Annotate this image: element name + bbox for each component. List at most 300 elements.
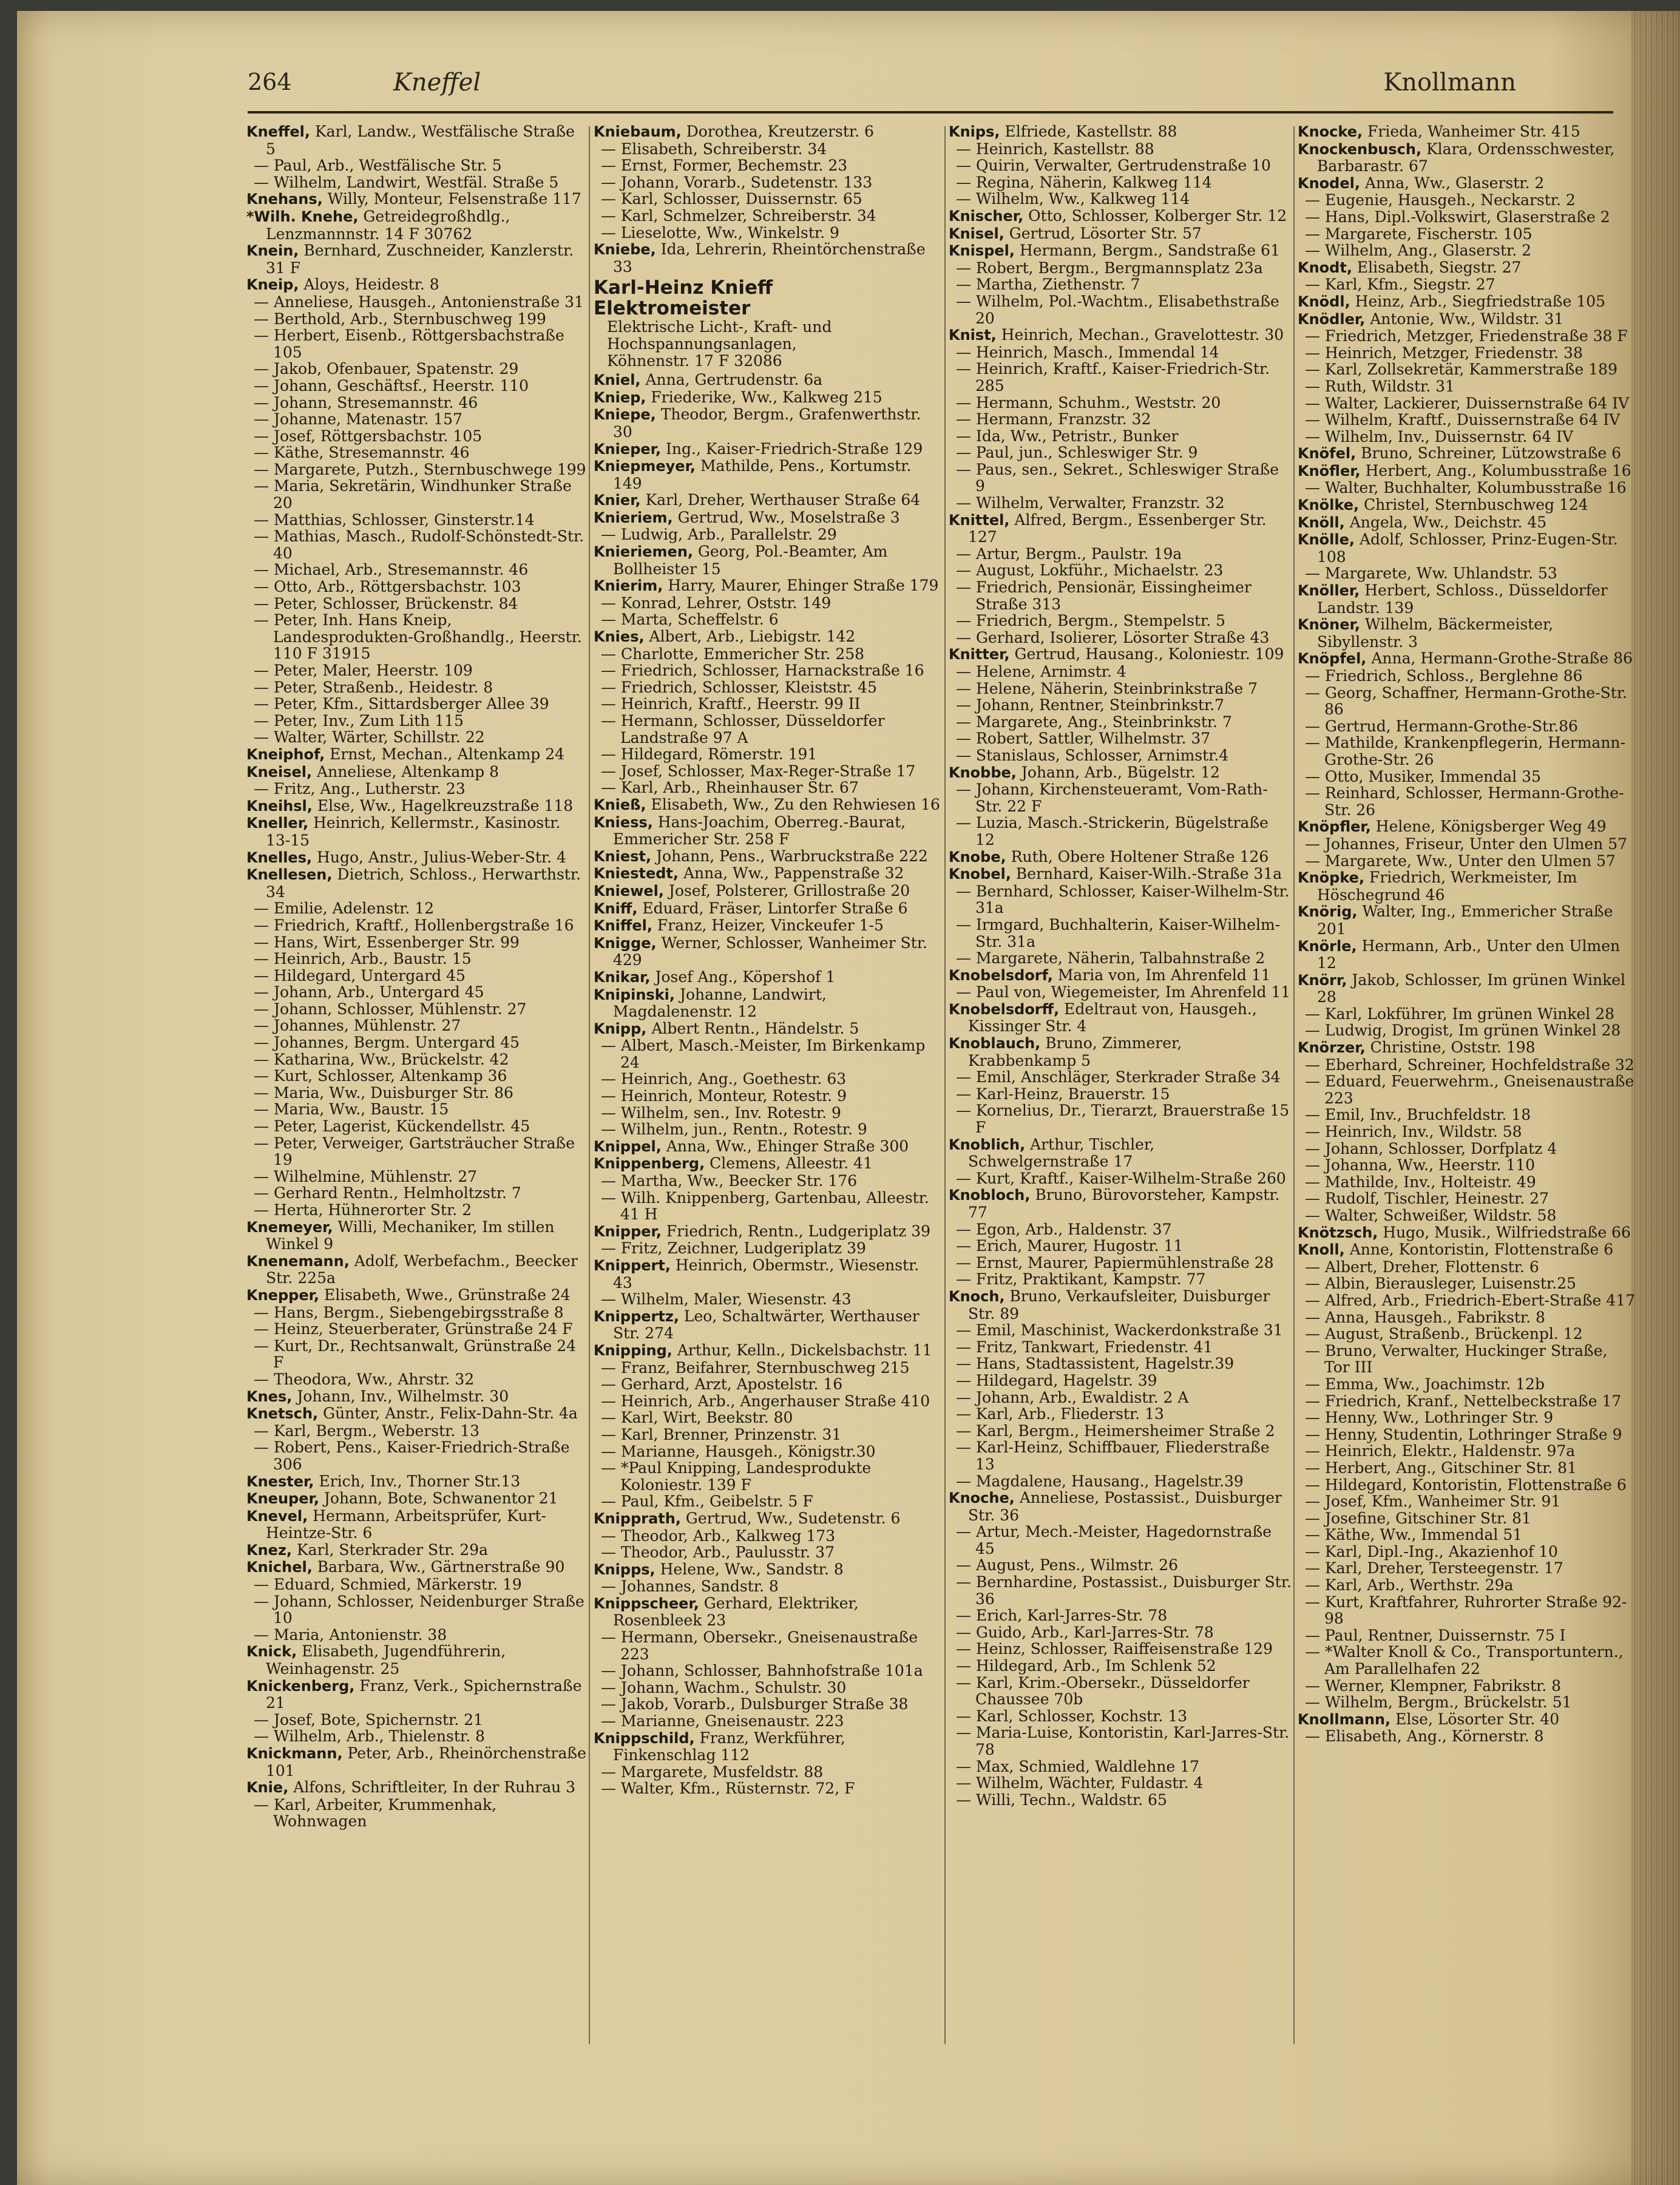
directory-entry	[246, 174, 586, 191]
directory-entry	[1298, 226, 1638, 243]
entry-details: Hermann, Arbeitsprüfer, Kurt-Heintze-Str. 6	[266, 1506, 546, 1542]
entry-details: — Hermann, Franzstr. 32	[956, 410, 1151, 429]
directory-entry	[1298, 1241, 1638, 1259]
directory-entry	[246, 1712, 586, 1729]
directory-entry	[949, 411, 1292, 428]
entry-details: Dietrich, Schloss., Herwarthstr. 34	[266, 866, 581, 901]
entry-surname: Knörr,	[1298, 971, 1347, 989]
directory-entry	[246, 849, 586, 867]
page-header	[242, 69, 1528, 105]
entry-surname: Kniest,	[594, 847, 652, 865]
entry-details: — Jakob, Vorarb., Dulsburger Straße 38	[601, 1695, 909, 1713]
entry-details: — Ludwig, Drogist, Im grünen Winkel 28	[1305, 1021, 1621, 1040]
directory-entry	[949, 1574, 1292, 1607]
entry-details: — Johannes, Mühlenstr. 27	[254, 1017, 461, 1035]
directory-entry	[949, 1775, 1292, 1792]
directory-entry	[594, 1376, 943, 1393]
entry-details: Getreidegroßhdlg., Lenzmannnstr. 14 F 30762	[266, 207, 510, 243]
directory-entry	[246, 512, 586, 529]
entry-details: Werner, Schlosser, Wanheimer Str. 429	[613, 933, 927, 969]
directory-entry	[246, 746, 586, 764]
directory-entry	[594, 441, 943, 458]
directory-entry	[949, 123, 1292, 141]
entry-details: Leo, Schaltwärter, Werthauser Str. 274	[613, 1307, 920, 1343]
directory-entry	[949, 629, 1292, 646]
directory-entry	[949, 1035, 1292, 1069]
entry-surname: Knenemann,	[246, 1252, 350, 1270]
directory-entry	[594, 1561, 943, 1579]
directory-entry	[1298, 1190, 1638, 1207]
directory-entry	[1298, 192, 1638, 209]
entry-details: — Ruth, Wildstr. 31	[1305, 377, 1455, 395]
entry-surname: Knödler,	[1298, 310, 1366, 328]
directory-entry	[246, 1219, 586, 1253]
entry-details: — Martha, Ww., Beecker Str. 176	[601, 1172, 858, 1190]
directory-entry	[246, 1423, 586, 1440]
entry-details: Helene, Ww., Sandstr. 8	[655, 1560, 844, 1578]
directory-entry	[1298, 1343, 1638, 1376]
directory-entry	[594, 628, 943, 646]
entry-details: — Henny, Studentin, Lothringer Straße 9	[1305, 1425, 1622, 1443]
entry-details: — Karl, Krim.-Obersekr., Düsseldorfer Chaussee 70b	[956, 1673, 1250, 1709]
directory-entry	[246, 1304, 586, 1321]
entry-surname: Knevel,	[246, 1507, 308, 1525]
column-divider	[944, 126, 946, 2044]
entry-details: — Peter, Kfm., Sittardsberger Allee 39	[254, 695, 549, 713]
entry-details: — August, Straßenb., Brückenpl. 12	[1305, 1325, 1583, 1343]
directory-entry	[1298, 276, 1638, 293]
directory-entry	[594, 662, 943, 679]
directory-entry	[246, 764, 586, 781]
entry-details: — August, Pens., Wilmstr. 26	[956, 1556, 1178, 1574]
entry-details: Johanne, Landwirt, Magdalenenstr. 12	[613, 985, 827, 1021]
entry-details: — Fritz, Zeichner, Ludgeriplatz 39	[601, 1239, 866, 1258]
directory-entry	[594, 492, 943, 509]
entry-details: Franz, Heizer, Vinckeufer 1-5	[652, 916, 884, 935]
entry-details: Adolf, Schlosser, Prinz-Eugen-Str. 108	[1317, 530, 1618, 566]
entry-surname: Kneip,	[246, 276, 299, 294]
entry-details: — Margarete, Putzh., Sternbuschwege 199	[254, 460, 586, 478]
directory-entry	[594, 406, 943, 440]
entry-details: Christine, Oststr. 198	[1365, 1038, 1536, 1057]
entry-details: — Marianne, Hausgeh., Königstr.30	[601, 1442, 876, 1460]
entry-details: Hermann, Arb., Unter den Ulmen 12	[1317, 937, 1621, 972]
directory-entry	[949, 1624, 1292, 1641]
directory-entry	[1298, 1543, 1638, 1560]
entry-details: — Josef, Bote, Spichernstr. 21	[254, 1710, 483, 1729]
entry-surname: Knes,	[246, 1387, 293, 1405]
entry-details: — Hermann, Schlosser, Düsseldorfer Landstraße 97 A	[601, 712, 885, 747]
entry-details: — Herta, Hühnerorter Str. 2	[254, 1201, 472, 1219]
entry-details: Josef Ang., Köpershof 1	[650, 967, 836, 986]
directory-entry	[949, 428, 1292, 445]
directory-entry	[594, 848, 943, 866]
entry-surname: Knieriemen,	[594, 543, 694, 561]
entry-details: — Paul, Rentner, Duissernstr. 75 I	[1305, 1626, 1566, 1644]
directory-entry	[594, 986, 943, 1020]
directory-entry	[1298, 718, 1638, 735]
entry-surname: Kneffel,	[246, 123, 311, 140]
directory-entry	[246, 1439, 586, 1472]
entry-details: — Walter, Kfm., Rüsternstr. 72, F	[601, 1780, 855, 1798]
entry-surname: Kniepe,	[594, 406, 656, 424]
directory-entry	[949, 1792, 1292, 1809]
entry-details: Anneliese, Altenkamp 8	[312, 762, 500, 781]
entry-details: — Wilhelm, Verwalter, Franzstr. 32	[956, 494, 1225, 512]
directory-entry	[246, 967, 586, 984]
entry-details: — Stanislaus, Schlosser, Arnimstr.4	[956, 746, 1229, 764]
entry-surname: Knigge,	[594, 934, 657, 952]
entry-details: — Theodor, Arb., Kalkweg 173	[601, 1526, 836, 1545]
entry-details: — Max, Schmied, Waldlehne 17	[956, 1757, 1200, 1775]
entry-details: — Peter, Straßenb., Heidestr. 8	[254, 678, 493, 696]
column-4	[1298, 123, 1638, 2053]
entry-details: — Karl, Arb., Rheinhauser Str. 67	[601, 779, 859, 797]
entry-details: Georg, Pol.-Beamter, Am Bollheister 15	[613, 543, 888, 578]
entry-details: — Johannes, Bergm. Untergard 45	[254, 1034, 520, 1052]
entry-details: — Helene, Arnimstr. 4	[956, 663, 1126, 680]
entry-details: — Theodora, Ww., Ahrstr. 32	[254, 1370, 475, 1388]
directory-entry	[594, 1088, 943, 1105]
directory-entry	[949, 260, 1292, 277]
entry-details: — Charlotte, Emmericher Str. 258	[601, 645, 865, 663]
entry-details: Heinz, Arb., Siegfriedstraße 105	[1350, 292, 1606, 310]
directory-entry	[594, 1460, 943, 1493]
directory-entry	[949, 361, 1292, 394]
directory-entry	[1298, 141, 1638, 175]
directory-entry	[949, 764, 1292, 782]
entry-details: — Hildegard, Arb., Im Schlenk 52	[956, 1657, 1216, 1675]
entry-details: Ernst, Mechan., Altenkamp 24	[325, 745, 565, 763]
entry-details: — Walter, Buchhalter, Kolumbusstraße 16	[1305, 479, 1627, 497]
directory-entry	[594, 1105, 943, 1122]
directory-entry	[594, 1662, 943, 1679]
entry-surname: Knisel,	[949, 225, 1004, 242]
directory-entry	[594, 371, 943, 389]
directory-entry	[949, 1221, 1292, 1238]
entry-details: — Friedrich, Schlosser, Harnackstraße 16	[601, 662, 924, 680]
directory-entry	[246, 1017, 586, 1034]
directory-entry	[949, 1389, 1292, 1406]
directory-entry	[594, 174, 943, 191]
directory-entry	[949, 1758, 1292, 1775]
entry-details: — Helene, Näherin, Steinbrinkstraße 7	[956, 679, 1258, 697]
entry-details: — Emilie, Adelenstr. 12	[254, 899, 435, 918]
directory-entry	[246, 1627, 586, 1644]
directory-entry	[594, 191, 943, 208]
entry-surname: Kneihsl,	[246, 797, 313, 815]
entry-details: — Erich, Karl-Jarres-Str. 78	[956, 1607, 1168, 1625]
entry-details: — Robert, Bergm., Bergmannsplatz 23a	[956, 259, 1263, 277]
entry-details: Gertrud, Ww., Moselstraße 3	[672, 508, 900, 526]
entry-details: Josef, Polsterer, Grillostraße 20	[663, 881, 910, 899]
entry-details: — Karl, Arb., Werthstr. 29a	[1305, 1576, 1514, 1594]
directory-entry	[594, 577, 943, 595]
directory-entry	[949, 242, 1292, 260]
directory-entry	[594, 241, 943, 275]
entry-surname: Knockenbusch,	[1298, 140, 1422, 158]
directory-entry	[1298, 259, 1638, 277]
directory-entry	[1298, 378, 1638, 395]
directory-entry	[594, 1780, 943, 1797]
entry-details: — Anneliese, Hausgeh., Antonienstraße 31	[254, 293, 584, 311]
entry-surname: Knick,	[246, 1643, 297, 1661]
directory-entry	[246, 1576, 586, 1593]
directory-entry	[246, 798, 586, 815]
entry-details: — Wilhelm, Inv., Duissernstr. 64 IV	[1305, 427, 1573, 445]
entry-details: — Elisabeth, Ang., Körnerstr. 8	[1305, 1727, 1544, 1746]
entry-surname: Knoch,	[949, 1287, 1005, 1305]
entry-surname: Knester,	[246, 1472, 314, 1490]
directory-entry	[949, 344, 1292, 361]
entry-details: — Albert, Masch.-Meister, Im Birkenkamp 24	[601, 1037, 926, 1071]
directory-entry	[949, 191, 1292, 208]
entry-details: — Peter, Inh. Hans Kneip, Landesprodukten-Großhandlg., Heerstr. 110 F 31915	[254, 611, 582, 663]
entry-surname: Knieß,	[594, 796, 646, 813]
entry-details: — Karl, Schmelzer, Schreiberstr. 34	[601, 206, 876, 225]
directory-entry	[594, 1308, 943, 1342]
directory-entry	[246, 1101, 586, 1118]
entry-details: — Johann, Wachm., Schulstr. 30	[601, 1678, 847, 1696]
entry-details: Anna, Hermann-Grothe-Straße 86	[1366, 649, 1633, 668]
entry-surname: *Wilh. Knehe,	[246, 208, 359, 225]
entry-details: — Hermann, Schuhm., Weststr. 20	[956, 393, 1221, 412]
entry-details: Antonie, Ww., Wildstr. 31	[1365, 310, 1564, 328]
directory-entry	[246, 1593, 586, 1627]
entry-details: — Heinrich, Masch., Immendal 14	[956, 343, 1219, 361]
entry-details: Johann, Bote, Schwanentor 21	[319, 1489, 558, 1508]
directory-entry	[594, 1510, 943, 1528]
entry-details: — Robert, Sattler, Wilhelmstr. 37	[956, 730, 1211, 748]
entry-details: — Heinrich, Arb., Angerhauser Straße 410	[601, 1392, 930, 1410]
entry-details: — Johann, Schlosser, Dorfplatz 4	[1305, 1139, 1557, 1157]
directory-entry	[949, 174, 1292, 191]
entry-details: Alfons, Schriftleiter, In der Ruhrau 3	[288, 1778, 576, 1797]
entry-surname: Knöll,	[1298, 513, 1345, 531]
entry-details: — Wilhelm, Ang., Glaserstr. 2	[1305, 242, 1532, 260]
directory-entry	[246, 1371, 586, 1388]
directory-entry	[949, 730, 1292, 747]
directory-entry	[594, 526, 943, 543]
entry-details: — Heinrich, Kraftf., Kaiser-Friedrich-Str. 285	[956, 360, 1270, 395]
entry-details: — Emma, Ww., Joachimstr. 12b	[1305, 1375, 1545, 1393]
entry-surname: Knemeyer,	[246, 1218, 333, 1236]
directory-entry	[246, 395, 586, 412]
directory-entry	[594, 1713, 943, 1730]
directory-entry	[594, 1393, 943, 1410]
directory-entry	[1298, 938, 1638, 972]
directory-entry	[1298, 616, 1638, 650]
entry-surname: Knocke,	[1298, 123, 1363, 140]
directory-entry	[949, 663, 1292, 680]
left-running-head: Kneffel	[393, 69, 481, 97]
entry-details: Ida, Lehrerin, Rheintörchenstraße 33	[613, 240, 926, 276]
entry-details: Willi, Mechaniker, Im stillen Winkel 9	[266, 1218, 555, 1253]
entry-surname: Knobelsdorf,	[949, 966, 1053, 984]
directory-entry	[594, 1426, 943, 1443]
entry-surname: Knierim,	[594, 577, 663, 595]
entry-details: — Eugenie, Hausgeh., Neckarstr. 2	[1305, 191, 1576, 209]
entry-details: Herbert, Ang., Kolumbusstraße 16	[1360, 461, 1631, 479]
entry-details: — Wilh. Knippenberg, Gartenbau, Alleestr. 41 H	[601, 1188, 929, 1224]
entry-surname: Kniffel,	[594, 917, 652, 935]
directory-entry	[246, 411, 586, 428]
entry-details: — Gerhard Rentn., Helmholtzstr. 7	[254, 1184, 521, 1202]
directory-entry	[246, 327, 586, 361]
entry-details: Friederike, Ww., Kalkweg 215	[646, 388, 882, 406]
entry-details: — Wilhelm, Wächter, Fuldastr. 4	[956, 1774, 1204, 1792]
entry-surname: Kneller,	[246, 815, 309, 832]
entry-details: Christel, Sternbuschweg 124	[1359, 496, 1588, 514]
entry-details: — Friedrich, Schlosser, Kleiststr. 45	[601, 678, 877, 696]
entry-details: — Fritz, Praktikant, Kampstr. 77	[956, 1270, 1206, 1289]
directory-entry	[949, 1489, 1292, 1523]
entry-details: Peter, Arb., Rheinörchenstraße 101	[266, 1744, 586, 1780]
directory-entry	[1298, 1644, 1638, 1677]
entry-details: — Anna, Hausgeh., Fabrikstr. 8	[1305, 1308, 1545, 1326]
entry-details: Arthur, Kelln., Dickelsbachstr. 11	[672, 1341, 932, 1359]
entry-details: — Friedrich, Pensionär, Eissingheimer Straße 313	[956, 578, 1252, 613]
entry-details: — Käthe, Ww., Immendal 51	[1305, 1526, 1523, 1544]
entry-details: — Erich, Maurer, Hugostr. 11	[956, 1237, 1184, 1255]
directory-entry	[1298, 1140, 1638, 1157]
directory-entry	[1298, 1678, 1638, 1695]
directory-entry	[949, 1288, 1292, 1322]
directory-entry	[246, 1001, 586, 1018]
directory-entry	[246, 1085, 586, 1102]
directory-entry	[246, 984, 586, 1001]
directory-entry	[246, 815, 586, 849]
entry-surname: Knobloch,	[949, 1187, 1031, 1204]
directory-entry	[246, 1135, 586, 1168]
directory-entry	[1298, 903, 1638, 937]
entry-surname: Kniff,	[594, 899, 638, 917]
entry-details: Otto, Schlosser, Kolberger Str. 12	[1023, 206, 1287, 225]
entry-details: — Johann, Schlosser, Bahnhofstraße 101a	[601, 1662, 923, 1680]
entry-details: — Robert, Pens., Kaiser-Friedrich-Straße 306	[254, 1438, 570, 1473]
directory-entry	[949, 1136, 1292, 1170]
entry-details: — Karl, Dipl.-Ing., Akazienhof 10	[1305, 1542, 1558, 1560]
entry-details: Adolf, Werbefachm., Beecker Str. 225a	[266, 1252, 578, 1287]
entry-details: Anna, Ww., Ehinger Straße 300	[661, 1137, 909, 1155]
directory-entry	[949, 1355, 1292, 1372]
entry-details: — Margarete, Näherin, Talbahnstraße 2	[956, 949, 1265, 967]
entry-details: — Lieselotte, Ww., Winkelstr. 9	[601, 223, 839, 242]
entry-details: Arthur, Tischler, Schwelgernstraße 17	[968, 1135, 1155, 1171]
directory-entry	[1298, 1409, 1638, 1426]
entry-details: — Peter, Maler, Heerstr. 109	[254, 662, 473, 679]
directory-entry	[246, 276, 586, 294]
entry-details: Elisabeth, Jugendführerin, Weinhagenstr. 25	[266, 1642, 506, 1678]
column-divider	[1293, 126, 1295, 2044]
entry-details: — Karl, Arbeiter, Krummenhak, Wohnwagen	[254, 1795, 497, 1831]
directory-entry	[594, 1544, 943, 1561]
entry-surname: Knippscheer,	[594, 1594, 699, 1612]
directory-entry	[246, 1643, 586, 1677]
entry-surname: Knie,	[246, 1779, 289, 1797]
directory-entry	[594, 1595, 943, 1629]
directory-entry	[949, 646, 1292, 663]
directory-entry	[1298, 361, 1638, 378]
entry-surname: Knippenberg,	[594, 1155, 705, 1173]
column-2	[594, 123, 943, 2053]
directory-entry	[594, 1240, 943, 1257]
right-running-head: Knollmann	[1383, 69, 1516, 97]
entry-details: — Heinrich, Arb., Baustr. 15	[254, 950, 472, 968]
directory-entry	[246, 934, 586, 951]
entry-details: — Johann, Schlosser, Mühlenstr. 27	[254, 1000, 527, 1018]
directory-entry	[1298, 818, 1638, 836]
entry-details: Bruno, Verkaufsleiter, Duisburger Str. 89	[968, 1287, 1270, 1323]
directory-entry	[949, 916, 1292, 950]
entry-details: Heinrich, Mechan., Gravelottestr. 30	[996, 326, 1284, 344]
entry-details: Wilhelm, Bäckermeister, Sibyllenstr. 3	[1317, 615, 1554, 651]
entry-details: Friedrich, Werkmeister, Im Höschegrund 46	[1317, 869, 1577, 904]
directory-entry	[1298, 768, 1638, 785]
entry-details: — Albin, Bierausleger, Luisenstr.25	[1305, 1275, 1576, 1293]
directory-entry	[1298, 1073, 1638, 1106]
entry-details: — Kurt, Schlosser, Altenkamp 36	[254, 1067, 507, 1085]
entry-surname: Knoblauch,	[949, 1035, 1041, 1052]
entry-details: Anna, Ww., Pappenstraße 32	[679, 864, 904, 882]
entry-surname: Knodel,	[1298, 174, 1360, 192]
directory-entry	[246, 1168, 586, 1185]
directory-entry	[1298, 395, 1638, 412]
directory-entry	[1298, 1711, 1638, 1729]
entry-details: Gertrud, Hausang., Koloniestr. 109	[1009, 645, 1284, 663]
entry-surname: Knipping,	[594, 1341, 672, 1359]
directory-entry	[246, 478, 586, 511]
directory-entry	[1298, 293, 1638, 311]
entry-details: — Josef, Röttgersbachstr. 105	[254, 427, 483, 445]
directory-entry	[949, 293, 1292, 327]
directory-entry	[594, 935, 943, 969]
entry-details: — Karl-Heinz, Schiffbauer, Fliederstraße 13	[956, 1438, 1270, 1473]
entry-details: — Rudolf, Tischler, Heinestr. 27	[1305, 1190, 1549, 1208]
entry-details: — Karl, Kfm., Siegstr. 27	[1305, 276, 1495, 294]
entry-details: — Karl, Brenner, Prinzenstr. 31	[601, 1425, 842, 1443]
entry-details: — Margarete, Musfeldstr. 88	[601, 1763, 824, 1781]
directory-entry	[949, 1724, 1292, 1758]
entry-details: Theodor, Bergm., Grafenwerthstr. 30	[613, 405, 921, 441]
entry-surname: Knoche,	[949, 1489, 1015, 1507]
directory-entry	[246, 123, 586, 157]
entry-surname: Knörle,	[1298, 937, 1357, 955]
directory-entry	[594, 509, 943, 527]
entry-surname: Knöfler,	[1298, 462, 1361, 479]
entry-surname: Knöner,	[1298, 616, 1360, 634]
column-divider	[589, 126, 590, 2044]
directory-entry	[594, 1291, 943, 1308]
directory-entry	[246, 1185, 586, 1202]
directory-entry	[594, 595, 943, 612]
entry-surname: Knippert,	[594, 1257, 671, 1274]
entry-surname: Knöpfler,	[1298, 818, 1371, 836]
entry-surname: Knepper,	[246, 1286, 320, 1304]
directory-entry	[246, 1068, 586, 1085]
entry-details: — Walter, Schweißer, Wildstr. 58	[1305, 1207, 1557, 1224]
entry-details: — Friedrich, Schloss., Berglehne 86	[1305, 667, 1583, 685]
entry-surname: Kniess,	[594, 813, 653, 831]
entry-details: — Wilhelm, Arb., Thielenstr. 8	[254, 1727, 485, 1746]
entry-details: — Fritz, Ang., Lutherstr. 23	[254, 780, 466, 798]
directory-entry	[949, 1069, 1292, 1086]
directory-entry	[1298, 123, 1638, 141]
entry-details: Willy, Monteur, Felsenstraße 117	[322, 190, 581, 208]
entry-details: — Wilhelm, Pol.-Wachtm., Elisabethstraße 20	[956, 292, 1279, 327]
directory-entry	[949, 1187, 1292, 1221]
entry-details: — Heinz, Schlosser, Raiffeisenstraße 129	[956, 1640, 1273, 1658]
